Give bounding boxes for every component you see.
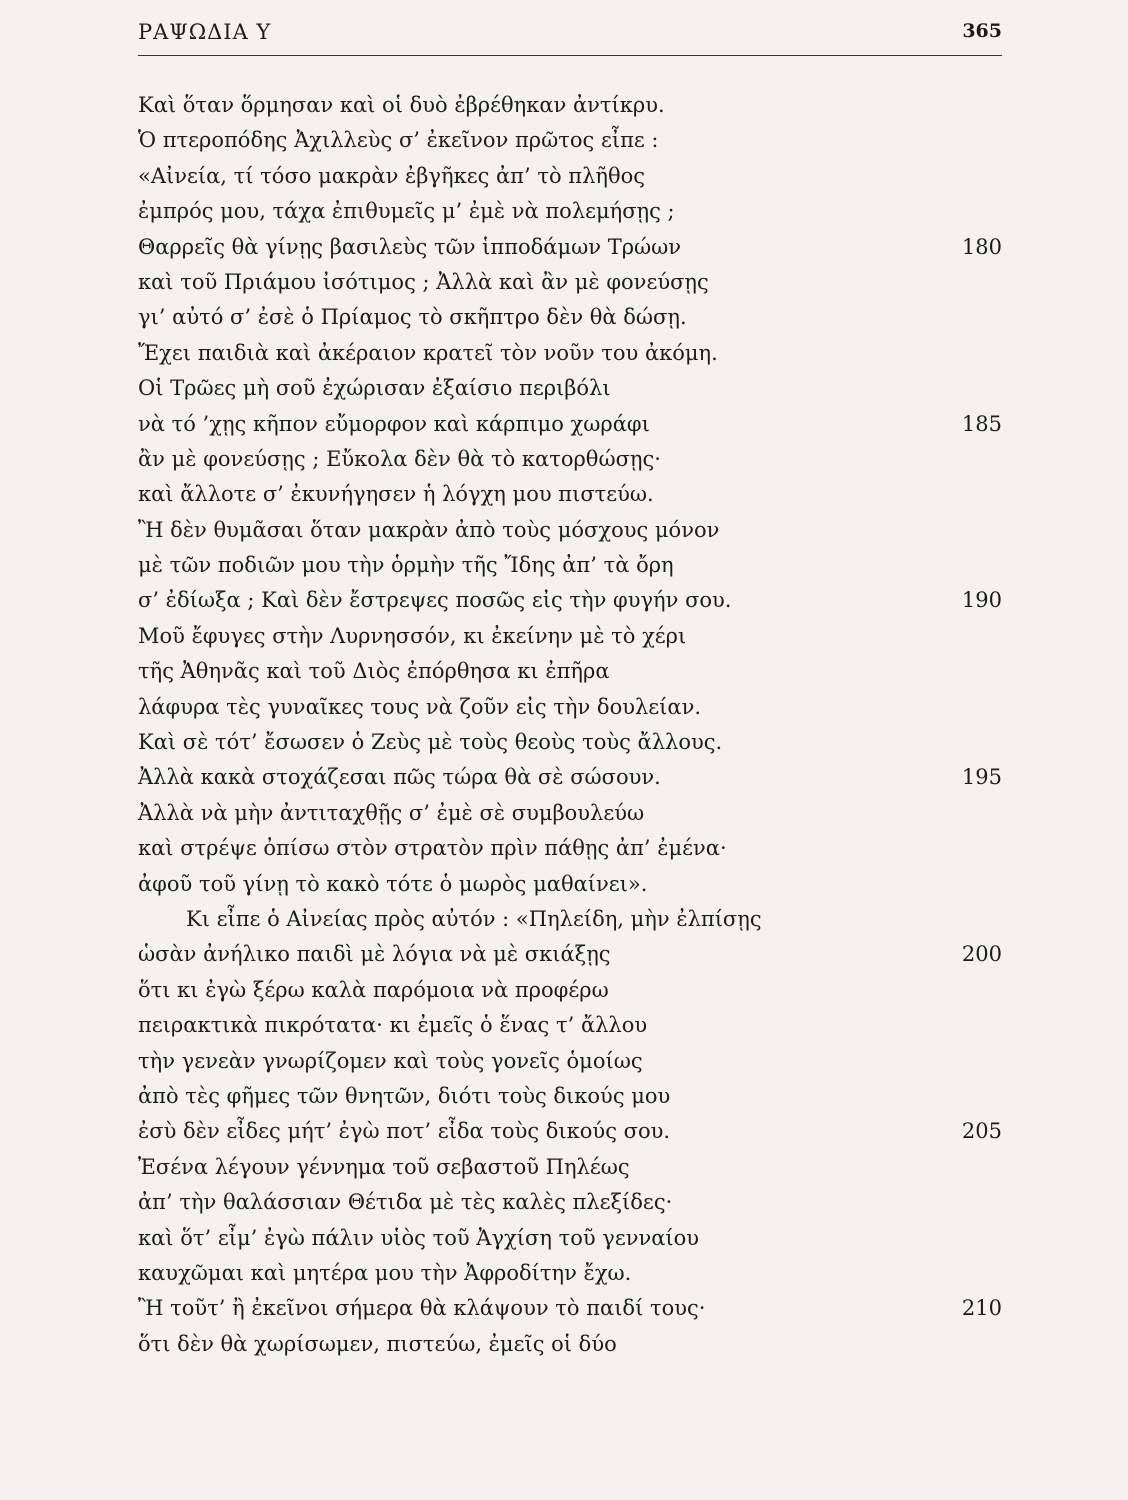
verse-text: καυχῶμαι καὶ μητέρα μου τὴν Ἀφροδίτην ἔχω. xyxy=(138,1260,632,1285)
verse-line xyxy=(138,1079,1002,1114)
verse-line xyxy=(138,336,1002,371)
line-number: 205 xyxy=(961,1119,1002,1144)
verse-text: καὶ ἄλλοτε σ’ ἐκυνήγησεν ἡ λόγχη μου πιστεύω. xyxy=(138,482,654,507)
verse-line xyxy=(138,725,1002,760)
verse-text: καὶ ὅτ’ εἶμ’ ἐγὼ πάλιν υἱὸς τοῦ Ἀγχίση τοῦ γενναίου xyxy=(138,1225,700,1250)
verse-text: ἀπ’ τὴν θαλάσσιαν Θέτιδα μὲ τὲς καλὲς πλεξίδες· xyxy=(138,1190,673,1215)
verse-text: ἀφοῦ τοῦ γίνῃ τὸ κακὸ τότε ὁ μωρὸς μαθαίνει». xyxy=(138,871,648,896)
verse-line xyxy=(138,902,1002,937)
verse-line xyxy=(138,477,1002,512)
verse-text: ἀπὸ τὲς φῆμες τῶν θνητῶν, διότι τοὺς δικούς μου xyxy=(138,1083,671,1108)
verse-line xyxy=(138,831,1002,866)
line-number: 185 xyxy=(961,411,1002,436)
verse-line xyxy=(138,867,1002,902)
verse-text: ὅτι κι ἐγὼ ξέρω καλὰ παρόμοια νὰ προφέρω xyxy=(138,977,609,1002)
verse-text: τὴν γενεὰν γνωρίζομεν καὶ τοὺς γονεῖς ὁμοίως xyxy=(138,1048,643,1073)
verse-text: ὡσὰν ἀνήλικο παιδὶ μὲ λόγια νὰ μὲ σκιάξῃς xyxy=(138,942,611,967)
verse-text: Θαρρεῖς θὰ γίνῃς βασιλεὺς τῶν ἱπποδάμων Τρώων xyxy=(138,234,682,259)
verse-line xyxy=(138,760,1002,795)
verse-line xyxy=(138,796,1002,831)
verse-line xyxy=(138,654,1002,689)
verse-line xyxy=(138,1185,1002,1220)
verse-text: ἐμπρός μου, τάχα ἐπιθυμεῖς μ’ ἐμὲ νὰ πολεμήσῃς ; xyxy=(138,199,675,224)
verse-line xyxy=(138,123,1002,158)
verse-line xyxy=(138,1044,1002,1079)
verse-line xyxy=(138,265,1002,300)
verse-text: Καὶ ὅταν ὅρμησαν καὶ οἱ δυὸ ἐβρέθηκαν ἀντίκρυ. xyxy=(138,93,665,117)
verse-text: καὶ στρέψε ὀπίσω στὸν στρατὸν πρὶν πάθῃς ἀπ’ ἐμένα· xyxy=(138,836,727,861)
verse-line xyxy=(138,1291,1002,1326)
verse-text: Ὁ πτεροπόδης Ἀχιλλεὺς σ’ ἐκεῖνον πρῶτος εἶπε : xyxy=(138,128,659,153)
verse-line xyxy=(138,973,1002,1008)
verse-line xyxy=(138,690,1002,725)
verse-text: τῆς Ἀθηνᾶς καὶ τοῦ Διὸς ἐπόρθησα κι ἐπῆρα xyxy=(138,659,610,684)
verse-line xyxy=(138,1008,1002,1043)
line-number: 180 xyxy=(961,234,1002,259)
verse-text: Ἀλλὰ νὰ μὴν ἀντιταχθῇς σ’ ἐμὲ σὲ συμβουλεύω xyxy=(138,800,645,825)
page-header xyxy=(138,20,1002,50)
verse-text: ἐσὺ δὲν εἶδες μήτ’ ἐγὼ ποτ’ εἶδα τοὺς δικούς σου. xyxy=(138,1119,671,1144)
verse-text: Μοῦ ἔφυγες στὴν Λυρνησσόν, κι ἐκείνην μὲ τὸ χέρι xyxy=(138,623,687,648)
verse-text: ἂν μὲ φονεύσῃς ; Εὔκολα δὲν θὰ τὸ κατορθώσῃς· xyxy=(138,446,661,471)
verse-line xyxy=(138,548,1002,583)
verse-line xyxy=(138,619,1002,654)
verse-line xyxy=(138,1221,1002,1256)
verse-text: Ἔχει παιδιὰ καὶ ἀκέραιον κρατεῖ τὸν νοῦν του ἀκόμη. xyxy=(138,340,718,365)
line-number: 200 xyxy=(961,942,1002,967)
verse-text: ὅτι δὲν θὰ χωρίσωμεν, πιστεύω, ἐμεῖς οἱ δύο xyxy=(138,1331,617,1356)
verse-line xyxy=(138,159,1002,194)
verse-text: γι’ αὐτό σ’ ἐσὲ ὁ Πρίαμος τὸ σκῆπτρο δὲν θὰ δώσῃ. xyxy=(138,305,687,330)
verse-line xyxy=(138,442,1002,477)
verse-line xyxy=(138,88,1002,123)
verse-line xyxy=(138,583,1002,618)
verse-line xyxy=(138,194,1002,229)
verse-text: λάφυρα τὲς γυναῖκες τους νὰ ζοῦν εἰς τὴν δουλείαν. xyxy=(138,694,702,719)
running-head: ΡΑΨΩΔΙΑ Υ xyxy=(138,20,272,44)
verse-text: μὲ τῶν ποδιῶν μου τὴν ὁρμὴν τῆς Ἴδης ἀπ’ τὰ ὄρη xyxy=(138,553,674,578)
verse-text: Οἱ Τρῶες μὴ σοῦ ἐχώρισαν ἐξαίσιο περιβόλι xyxy=(138,376,611,401)
verse-text: Ἐσένα λέγουν γέννημα τοῦ σεβαστοῦ Πηλέως xyxy=(138,1154,630,1179)
line-number: 210 xyxy=(961,1296,1002,1321)
line-number: 190 xyxy=(961,588,1002,613)
verse-line xyxy=(138,371,1002,406)
verse-text: πειρακτικὰ πικρότατα· κι ἐμεῖς ὁ ἕνας τ’ ἄλλου xyxy=(138,1013,648,1038)
verse-text: Ἢ δὲν θυμᾶσαι ὅταν μακρὰν ἀπὸ τοὺς μόσχους μόνον xyxy=(138,517,720,542)
verse-text: Κι εἶπε ὁ Αἰνείας πρὸς αὐτόν : «Πηλείδη, μὴν ἐλπίσῃς xyxy=(186,906,762,931)
header-rule xyxy=(138,55,1002,56)
verse-line xyxy=(138,1256,1002,1291)
verse-line xyxy=(138,300,1002,335)
verse-line xyxy=(138,1150,1002,1185)
verse-text: Ἀλλὰ κακὰ στοχάζεσαι πῶς τώρα θὰ σὲ σώσουν. xyxy=(138,765,661,790)
verse-text: νὰ τό ’χῃς κῆπον εὔμορφον καὶ κάρπιμο χωράφι xyxy=(138,411,650,436)
verse-line xyxy=(138,230,1002,265)
line-number: 195 xyxy=(961,765,1002,790)
verse-text: Ἢ τοῦτ’ ἢ ἐκεῖνοι σήμερα θὰ κλάψουν τὸ παιδί τους· xyxy=(138,1296,706,1321)
page-number: 365 xyxy=(962,20,1002,42)
verse-text: καὶ τοῦ Πριάμου ἰσότιμος ; Ἀλλὰ καὶ ἂν μὲ φονεύσῃς xyxy=(138,269,709,294)
verse-list xyxy=(138,88,1002,1362)
verse-text: Καὶ σὲ τότ’ ἔσωσεν ὁ Ζεὺς μὲ τοὺς θεοὺς τοὺς ἄλλους. xyxy=(138,730,723,755)
verse-line xyxy=(138,407,1002,442)
verse-line xyxy=(138,937,1002,972)
verse-text: «Αἰνεία, τί τόσο μακρὰν ἐβγῆκες ἀπ’ τὸ πλῆθος xyxy=(138,163,646,188)
verse-line xyxy=(138,1114,1002,1149)
verse-line xyxy=(138,1327,1002,1362)
verse-text: σ’ ἐδίωξα ; Καὶ δὲν ἔστρεψες ποσῶς εἰς τὴν φυγήν σου. xyxy=(138,588,732,613)
verse-line xyxy=(138,513,1002,548)
